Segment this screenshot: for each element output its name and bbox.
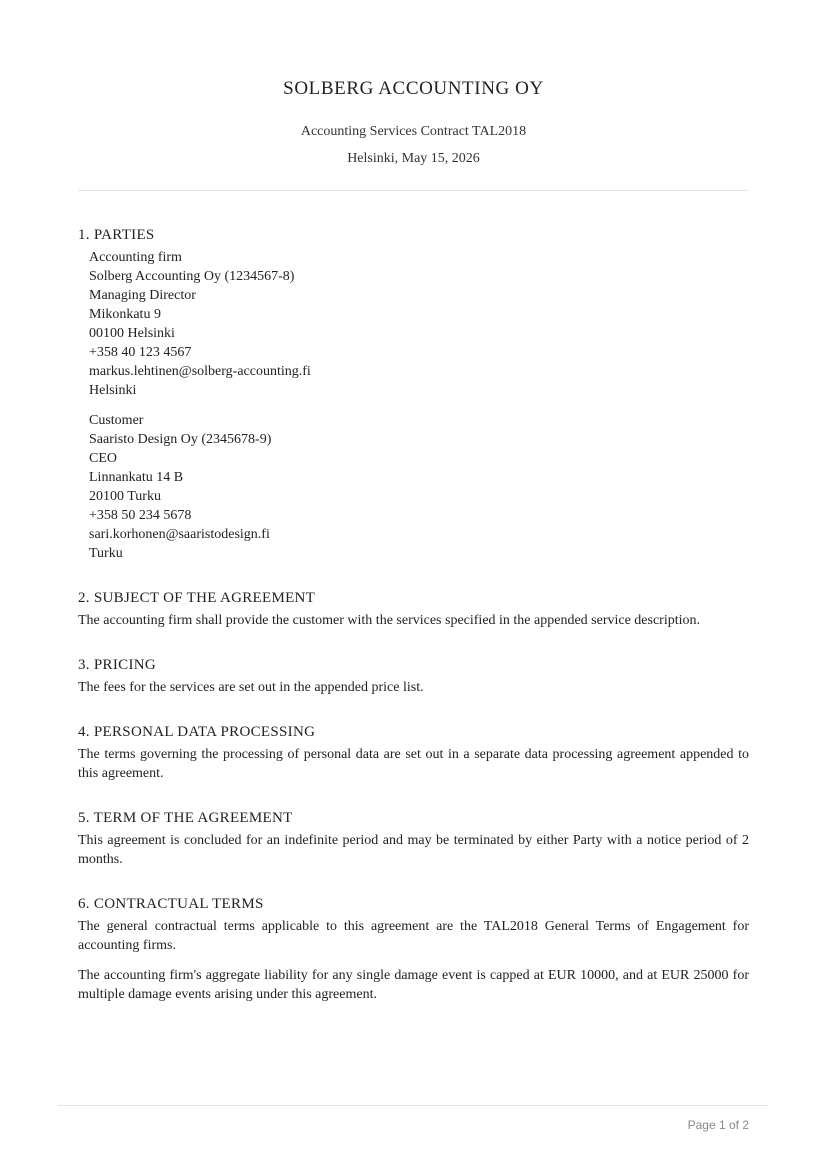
section-parties [78, 226, 749, 563]
party-name: Saaristo Design Oy (2345678-9) [89, 432, 272, 447]
section-text: This agreement is concluded for an indefinite period and may be terminated by either Party with a notice period of 2 months. [78, 833, 749, 867]
party-postal: 00100 Helsinki [89, 326, 175, 341]
spacer [78, 955, 749, 966]
footer-divider [58, 1105, 768, 1106]
party-phone: +358 50 234 5678 [89, 508, 192, 523]
spacer [78, 563, 749, 589]
party-accounting-firm [89, 248, 749, 400]
contract-date: Helsinki, May 15, 2026 [347, 151, 480, 166]
spacer [78, 630, 749, 656]
party-customer [89, 411, 749, 563]
party-postal: 20100 Turku [89, 489, 161, 504]
contract-title: Accounting Services Contract TAL2018 [300, 124, 527, 139]
section-text: The terms governing the processing of personal data are set out in a separate data processing agreement appended to this agreement. [78, 747, 749, 781]
section-contractual-terms [78, 895, 749, 1004]
party-name: Solberg Accounting Oy (1234567-8) [89, 269, 295, 284]
section-title: 6. CONTRACTUAL TERMS [78, 896, 264, 912]
section-subject [78, 589, 749, 630]
section-text: The fees for the services are set out in the appended price list. [78, 680, 424, 695]
section-pricing [78, 656, 749, 697]
spacer [78, 697, 749, 723]
header-divider [78, 190, 749, 191]
spacer [78, 400, 749, 411]
party-city: Turku [89, 546, 123, 561]
page-number: Page 1 of 2 [687, 1118, 749, 1132]
section-title: 4. PERSONAL DATA PROCESSING [78, 724, 316, 740]
section-term [78, 809, 749, 869]
party-street: Linnankatu 14 B [89, 470, 184, 485]
section-personal-data [78, 723, 749, 783]
party-city: Helsinki [89, 383, 137, 398]
party-role: Customer [89, 413, 144, 428]
party-email: markus.lehtinen@solberg-accounting.fi [89, 364, 311, 379]
contract-body [78, 226, 749, 1004]
section-text: The general contractual terms applicable to this agreement are the TAL2018 General Terms of Engagement for accounting firms. [78, 919, 749, 953]
party-title: CEO [89, 451, 117, 466]
section-title: 3. PRICING [78, 657, 157, 673]
party-role: Accounting firm [89, 250, 182, 265]
party-email: sari.korhonen@saaristodesign.fi [89, 527, 270, 542]
party-street: Mikonkatu 9 [89, 307, 161, 322]
spacer [78, 783, 749, 809]
party-phone: +358 40 123 4567 [89, 345, 192, 360]
section-text: The accounting firm shall provide the customer with the services specified in the appended service description. [78, 613, 701, 628]
section-title: 1. PARTIES [78, 227, 155, 243]
company-name: SOLBERG ACCOUNTING OY [283, 78, 544, 99]
spacer [78, 869, 749, 895]
party-title: Managing Director [89, 288, 196, 303]
section-title: 2. SUBJECT OF THE AGREEMENT [78, 590, 316, 606]
section-title: 5. TERM OF THE AGREEMENT [78, 810, 293, 826]
section-text: The accounting firm's aggregate liability for any single damage event is capped at EUR 10000, and at EUR 25000 for multiple damage events arising under this agreement. [78, 968, 749, 1002]
